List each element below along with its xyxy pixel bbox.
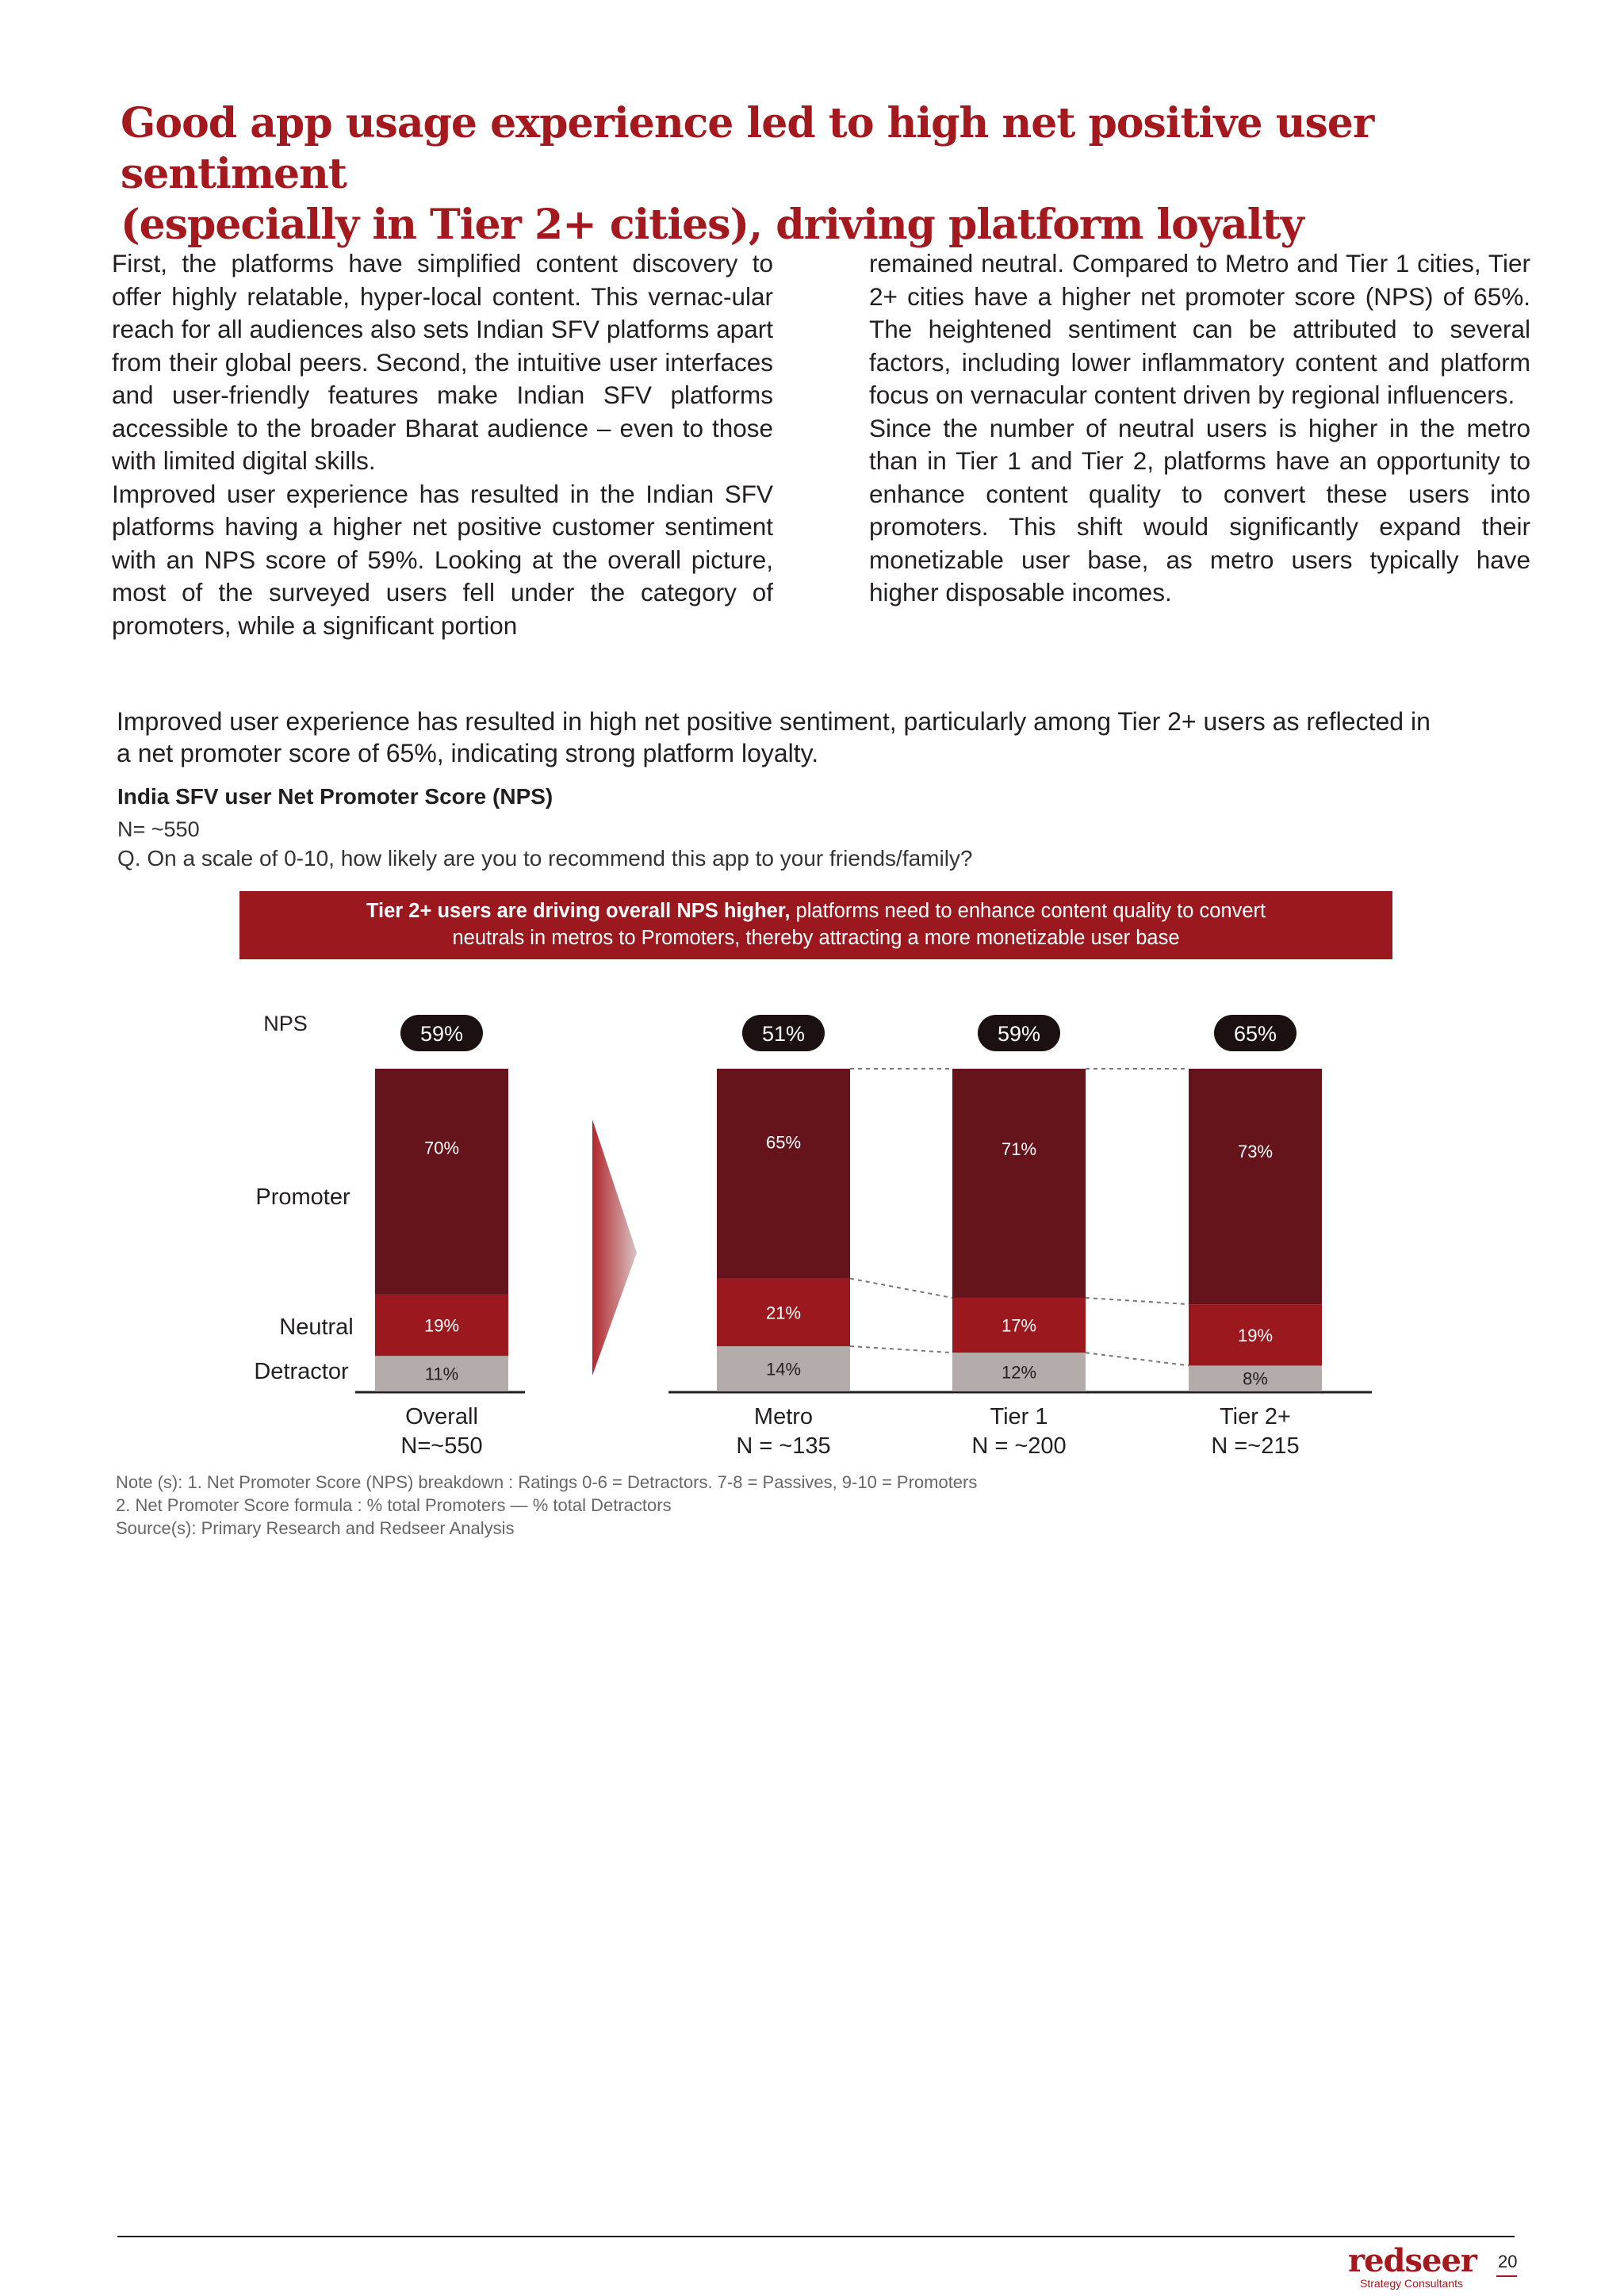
label-promoter-2: 71% — [1001, 1139, 1037, 1160]
source-line: Source(s): Primary Research and Redseer Analysis — [116, 1518, 515, 1538]
connector-dTop-1 — [850, 1346, 952, 1353]
lead-line-1: Improved user experience has resulted in high net positive sentiment, particularly among Tier 2+ users as reflected in — [117, 707, 1431, 736]
page-number-underline — [1496, 2275, 1517, 2277]
row-label-detractor: Detractor — [254, 1359, 349, 1384]
note-line: Note (s): 1. Net Promoter Score (NPS) breakdown : Ratings 0-6 = Detractors. 7-8 = Passives, 9-10 = Promoters — [116, 1472, 978, 1492]
chart-notes — [116, 1471, 977, 1540]
redseer-logo — [1348, 2242, 1477, 2290]
label-detractor-1: 14% — [765, 1359, 802, 1380]
chart-question: Q. On a scale of 0-10, how likely are you to recommend this app to your friends/family? — [117, 846, 973, 871]
sample-size-label-3: N =~215 — [1211, 1433, 1300, 1459]
body-paragraph: Since the number of neutral users is higher in the metro than in Tier 1 and Tier 2, platforms have an opportunity to enhance content quality to convert these users into promoters. This shift would significantly expand their monetizable user base, as metro users typically have higher disposable incomes. — [869, 413, 1530, 607]
page-number: 20 — [1498, 2252, 1518, 2271]
body-paragraph: First, the platforms have simplified content discovery to offer highly relatable, hyper-local content. This vernac-ular reach for all audiences also sets Indian SFV platforms apart from their global peers. Second, the intuitive user interfaces and user-friendly features make Indian SFV platforms accessible to the broader Bharat audience – even to those with limited digital skills. — [112, 249, 773, 475]
nps-value-2: 59% — [997, 1022, 1041, 1046]
label-neutral-3: 19% — [1237, 1325, 1274, 1345]
label-neutral-0: 19% — [423, 1315, 460, 1336]
label-detractor-3: 8% — [1243, 1368, 1268, 1389]
category-label-2: Tier 1 — [990, 1404, 1048, 1429]
bar-promoter-3 — [1189, 1069, 1322, 1304]
category-label-1: Metro — [753, 1404, 814, 1429]
connector-dTop-2 — [1086, 1353, 1189, 1365]
logo-wordmark: redseer — [1348, 2242, 1477, 2279]
connector-nTop-1 — [850, 1279, 952, 1298]
label-detractor-2: 12% — [1001, 1362, 1037, 1383]
row-label-neutral: Neutral — [279, 1314, 354, 1340]
sample-size-label-1: N = ~135 — [736, 1433, 831, 1459]
nps-value-1: 51% — [761, 1022, 806, 1046]
label-promoter-1: 65% — [765, 1132, 802, 1153]
footer-divider — [117, 2236, 1515, 2237]
title-line-2: (especially in Tier 2+ cities), driving platform loyalty — [121, 201, 1304, 249]
label-neutral-1: 21% — [765, 1303, 802, 1323]
label-promoter-0: 70% — [423, 1138, 460, 1158]
logo-subtitle: Strategy Consultants — [1360, 2277, 1463, 2290]
category-label-3: Tier 2+ — [1220, 1404, 1291, 1429]
connector-nTop-2 — [1086, 1298, 1189, 1304]
sample-size-label-0: N=~550 — [400, 1433, 483, 1459]
bar-promoter-0 — [375, 1069, 508, 1295]
chevron-arrow-icon — [592, 1119, 637, 1376]
banner-text: platforms need to enhance content quality to convert — [790, 900, 1266, 922]
nps-value-3: 65% — [1233, 1022, 1277, 1046]
bar-promoter-1 — [717, 1069, 850, 1279]
sample-size-label-2: N = ~200 — [971, 1433, 1067, 1459]
note-line: 2. Net Promoter Score formula : % total Promoters — % total Detractors — [116, 1495, 672, 1515]
chart-sample-size: N= ~550 — [117, 817, 200, 841]
row-label-promoter: Promoter — [255, 1184, 350, 1210]
title-line-1: Good app usage experience led to high net positive user sentiment — [121, 99, 1374, 198]
body-paragraph: Improved user experience has resulted in the Indian SFV platforms having a higher net positive customer sentiment with an NPS score of 59%. Looking at the overall picture, most of the surveyed users fell under the category of promoters, while a significant portion — [112, 479, 773, 640]
label-neutral-2: 17% — [1001, 1315, 1037, 1336]
bar-promoter-2 — [952, 1069, 1086, 1298]
lead-line-2: a net promoter score of 65%, indicating strong platform loyalty. — [117, 739, 819, 767]
nps-value-0: 59% — [419, 1022, 464, 1046]
label-promoter-3: 73% — [1237, 1141, 1274, 1161]
body-paragraph: remained neutral. Compared to Metro and Tier 1 cities, Tier 2+ cities have a higher net promoter score (NPS) of 65%. The heightened sentiment can be attributed to several factors, including lower inflammatory content and platform focus on vernacular content driven by regional influencers. — [869, 249, 1530, 409]
banner-line-2: neutrals in metros to Promoters, thereby attracting a more monetizable user base — [452, 927, 1180, 949]
banner-bold-text: Tier 2+ users are driving overall NPS higher, — [366, 900, 791, 922]
category-label-0: Overall — [405, 1404, 478, 1429]
row-label-nps: NPS — [263, 1012, 308, 1035]
label-detractor-0: 11% — [424, 1364, 459, 1384]
chart-title: India SFV user Net Promoter Score (NPS) — [117, 784, 553, 809]
